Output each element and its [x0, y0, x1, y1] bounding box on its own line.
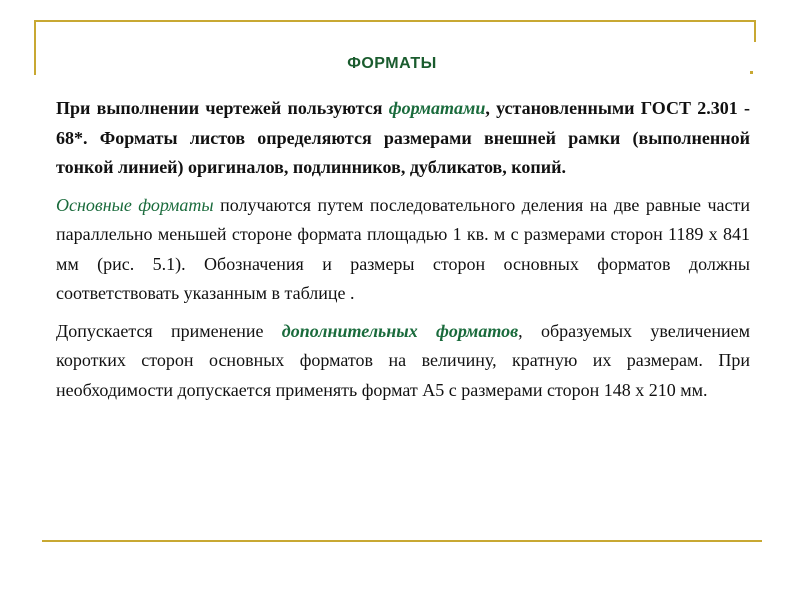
paragraph1-after: , установленными ГОСТ 2.301 - 68*. Форматы листов определяются размерами внешней рамки (выполненной тонкой линией) оригиналов, подлинников, дубликатов, копий. [56, 98, 750, 177]
paragraph2-after: получаются путем последовательного деления на две равные части параллельно меньшей стороне формата площадью 1 кв. м с размерами сторон 1189 х 841 мм (рис. 5.1). Обозначения и размеры сторон основных форматов должны соответствовать указанным в таблице . [56, 194, 750, 303]
slide-content [56, 94, 750, 413]
frame-top-line [34, 20, 756, 22]
frame-bottom-line [42, 540, 762, 542]
paragraph-formats-definition [56, 94, 750, 183]
slide-title: ФОРМАТЫ [347, 55, 437, 72]
term-main-formats: Основные форматы [56, 194, 214, 215]
paragraph-additional-formats [56, 317, 750, 406]
paragraph1-before: При выполнении чертежей пользуются [56, 98, 389, 118]
term-formats: форматами [388, 98, 486, 118]
term-additional-formats: дополнительных форматов [281, 320, 519, 341]
paragraph3-after: , образуемых увеличением коротких сторон основных форматов на величину, кратную их размерам. При необходимости допускается применять формат А5 с размерами сторон 148 х 210 мм. [56, 320, 751, 400]
frame-right-line [754, 20, 756, 42]
paragraph3-before: Допускается применение [56, 320, 282, 341]
paragraph-main-formats [56, 191, 750, 309]
